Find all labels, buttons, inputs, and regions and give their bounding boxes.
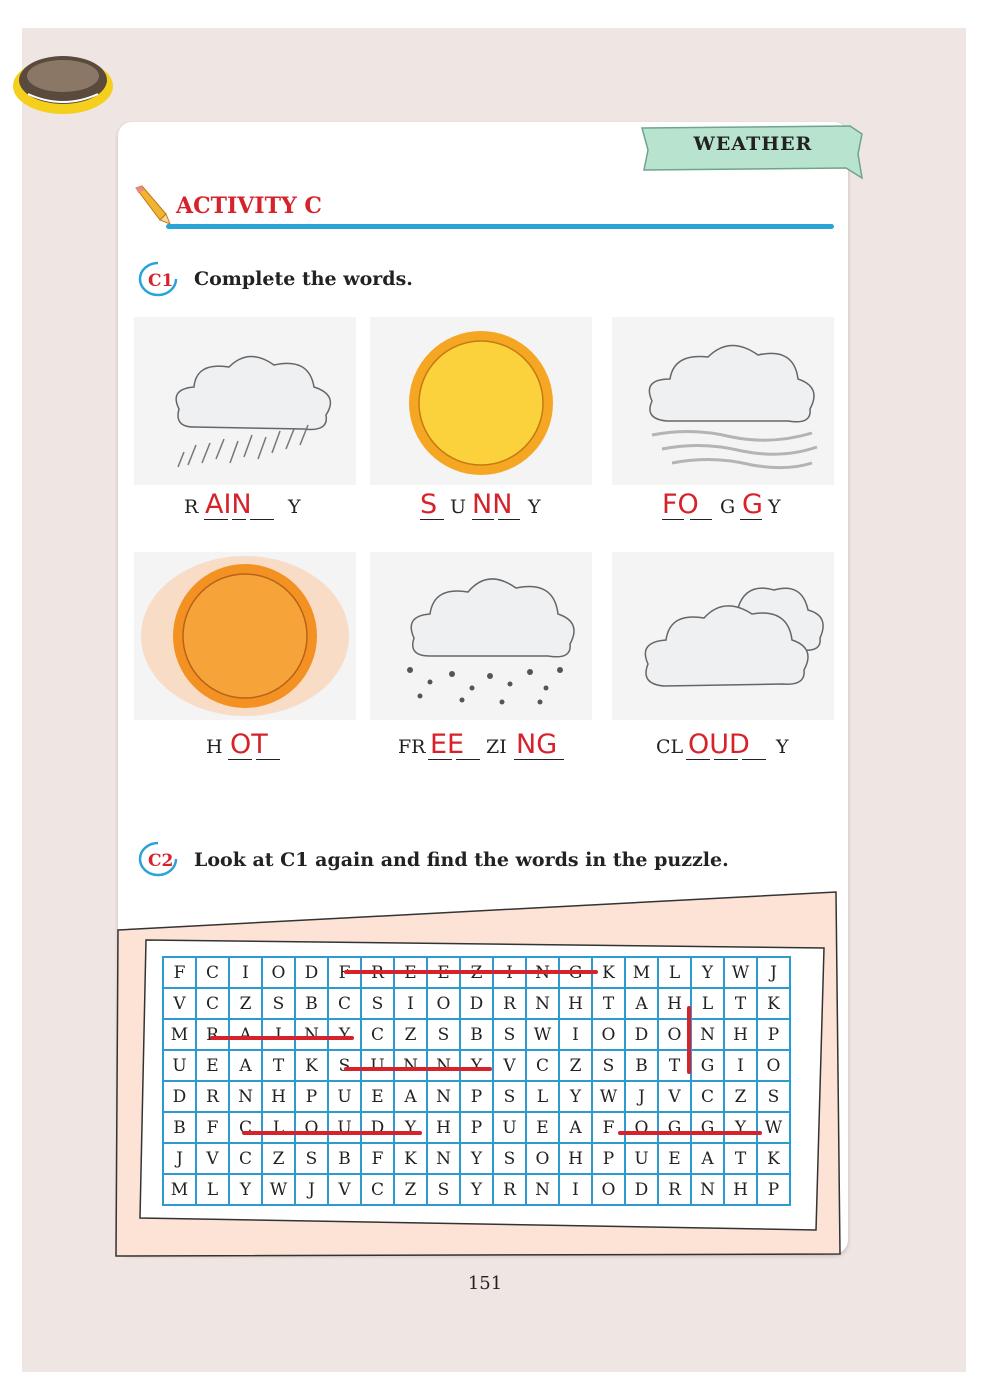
word-prefix: R [184,496,199,518]
puzzle-cell: V [493,1050,526,1081]
puzzle-cell: L [691,988,724,1019]
hot-sun-picture [134,552,356,720]
puzzle-cell: O [592,1019,625,1050]
puzzle-cell: P [295,1081,328,1112]
puzzle-cell: B [328,1143,361,1174]
puzzle-cell: M [163,1019,196,1050]
puzzle-cell: T [658,1050,691,1081]
puzzle-cell: P [757,1174,790,1205]
puzzle-row [163,1019,790,1050]
puzzle-cell: K [592,957,625,988]
puzzle-cell: Z [262,1143,295,1174]
puzzle-cell: E [361,1081,394,1112]
word-hot [206,722,326,762]
puzzle-cell: F [196,1112,229,1143]
puzzle-cell: G [658,1112,691,1143]
puzzle-cell: A [625,988,658,1019]
puzzle-cell: S [493,1081,526,1112]
puzzle-cell: D [361,1112,394,1143]
puzzle-cell: W [592,1081,625,1112]
puzzle-cell: S [328,1050,361,1081]
word-answer-b: NG [516,729,558,760]
puzzle-cell: U [328,1112,361,1143]
puzzle-cell: S [493,1019,526,1050]
c2-badge: C2 [148,851,174,871]
word-answer: OUD [688,729,750,760]
puzzle-cell: U [328,1081,361,1112]
puzzle-cell: O [427,988,460,1019]
puzzle-cell: S [361,988,394,1019]
puzzle-cell: B [460,1019,493,1050]
word-suffix: Y [288,496,301,518]
puzzle-cell: R [493,1174,526,1205]
puzzle-cell: Y [559,1081,592,1112]
puzzle-cell: T [724,1143,757,1174]
word-suffix: Y [768,496,781,518]
puzzle-cell: S [592,1050,625,1081]
word-answer: OT [230,729,268,760]
puzzle-cell: J [295,1174,328,1205]
puzzle-cell: A [394,1081,427,1112]
puzzle-row [163,1081,790,1112]
puzzle-cell: R [493,988,526,1019]
word-mid: G [720,496,736,518]
puzzle-cell: E [427,957,460,988]
word-suffix: Y [776,736,789,758]
puzzle-cell: M [625,957,658,988]
puzzle-cell: O [625,1112,658,1143]
puzzle-cell: I [394,988,427,1019]
word-answer: AIN [205,489,252,520]
puzzle-cell: L [526,1081,559,1112]
word-rainy [184,482,334,522]
puzzle-cell: Z [394,1174,427,1205]
puzzle-cell: H [724,1174,757,1205]
puzzle-cell: Y [394,1112,427,1143]
puzzle-cell: N [691,1174,724,1205]
puzzle-cell: V [658,1081,691,1112]
puzzle-cell: A [559,1112,592,1143]
clouds-icon [612,552,834,720]
puzzle-cell: V [328,1174,361,1205]
puzzle-cell: D [460,988,493,1019]
puzzle-cell: O [295,1112,328,1143]
puzzle-cell: R [196,1081,229,1112]
puzzle-cell: B [625,1050,658,1081]
scanner-logo-icon [10,42,116,116]
puzzle-row [163,1050,790,1081]
puzzle-cell: N [427,1143,460,1174]
puzzle-cell: O [592,1174,625,1205]
word-cloudy [656,722,826,762]
puzzle-cell: O [526,1143,559,1174]
word-prefix: FR [398,736,426,758]
pencil-icon [132,184,172,226]
puzzle-cell: N [427,1081,460,1112]
word-prefix: CL [656,736,684,758]
puzzle-cell: J [757,957,790,988]
puzzle-cell: C [328,988,361,1019]
puzzle-cell: Z [724,1081,757,1112]
word-mid: ZI [486,736,507,758]
puzzle-cell: C [361,1019,394,1050]
puzzle-cell: U [163,1050,196,1081]
puzzle-cell: G [691,1112,724,1143]
puzzle-cell: K [295,1050,328,1081]
puzzle-cell: Y [691,957,724,988]
puzzle-cell: Z [460,957,493,988]
word-freezing [398,722,598,762]
rain-cloud-picture [134,317,356,485]
puzzle-cell: K [757,988,790,1019]
rain-cloud-icon [134,317,356,485]
puzzle-cell: C [196,988,229,1019]
puzzle-cell: G [691,1050,724,1081]
word-prefix: H [206,736,223,758]
puzzle-cell: H [262,1081,295,1112]
puzzle-cell: D [625,1174,658,1205]
puzzle-cell: S [262,988,295,1019]
puzzle-cell: C [196,957,229,988]
puzzle-cell: Z [229,988,262,1019]
puzzle-cell: R [196,1019,229,1050]
puzzle-cell: B [295,988,328,1019]
puzzle-cell: N [526,988,559,1019]
puzzle-cell: S [757,1081,790,1112]
puzzle-cell: N [229,1081,262,1112]
puzzle-cell: V [196,1143,229,1174]
puzzle-cell: U [361,1050,394,1081]
puzzle-cell: S [427,1174,460,1205]
clouds-picture [612,552,834,720]
puzzle-cell: I [559,1174,592,1205]
word-answer-a: S [420,489,438,520]
puzzle-cell: J [163,1143,196,1174]
puzzle-cell: L [262,1112,295,1143]
puzzle-cell: K [757,1143,790,1174]
puzzle-cell: F [592,1112,625,1143]
word-mid: U [450,496,467,518]
puzzle-cell: C [526,1050,559,1081]
puzzle-cell: H [658,988,691,1019]
puzzle-cell: N [427,1050,460,1081]
puzzle-cell: F [361,1143,394,1174]
puzzle-cell: D [163,1081,196,1112]
puzzle-cell: P [757,1019,790,1050]
word-answer-a: FO [662,489,699,520]
section-title: WEATHER [693,133,813,155]
c1-instruction: Complete the words. [194,268,413,290]
puzzle-cell: W [757,1112,790,1143]
puzzle-row [163,1112,790,1143]
puzzle-cell: Y [724,1112,757,1143]
puzzle-cell: T [592,988,625,1019]
word-suffix: Y [528,496,541,518]
puzzle-cell: F [328,957,361,988]
puzzle-row [163,1143,790,1174]
puzzle-cell: P [460,1081,493,1112]
puzzle-cell: P [592,1143,625,1174]
puzzle-row [163,988,790,1019]
puzzle-cell: I [559,1019,592,1050]
puzzle-cell: I [262,1019,295,1050]
word-answer-a: EE [430,729,465,760]
puzzle-cell: G [559,957,592,988]
page-number: 151 [467,1273,503,1294]
puzzle-cell: N [691,1019,724,1050]
puzzle-cell: I [493,957,526,988]
puzzle-cell: Y [229,1174,262,1205]
word-search-grid [162,956,791,1206]
activity-underline [166,224,834,229]
puzzle-cell: A [691,1143,724,1174]
puzzle-cell: E [526,1112,559,1143]
puzzle-cell: W [724,957,757,988]
puzzle-cell: T [724,988,757,1019]
puzzle-cell: S [427,1019,460,1050]
puzzle-cell: O [757,1050,790,1081]
puzzle-cell: C [229,1143,262,1174]
fog-cloud-icon [612,317,834,485]
puzzle-cell: C [691,1081,724,1112]
puzzle-cell: W [262,1174,295,1205]
puzzle-cell: P [460,1112,493,1143]
puzzle-cell: D [295,957,328,988]
puzzle-cell: N [526,1174,559,1205]
puzzle-cell: Y [460,1174,493,1205]
puzzle-cell: O [658,1019,691,1050]
puzzle-cell: J [625,1081,658,1112]
puzzle-cell: M [163,1174,196,1205]
puzzle-cell: U [493,1112,526,1143]
puzzle-cell: E [196,1050,229,1081]
snow-cloud-icon [370,552,592,720]
puzzle-cell: A [229,1019,262,1050]
sun-icon [370,317,592,485]
puzzle-cell: W [526,1019,559,1050]
puzzle-cell: Z [559,1050,592,1081]
puzzle-cell: H [724,1019,757,1050]
puzzle-cell: A [229,1050,262,1081]
puzzle-cell: R [658,1174,691,1205]
puzzle-cell: H [559,1143,592,1174]
puzzle-cell: U [625,1143,658,1174]
c2-instruction: Look at C1 again and find the words in the puzzle. [194,849,729,871]
sun-picture [370,317,592,485]
word-answer-b: G [742,489,763,520]
puzzle-cell: C [361,1174,394,1205]
puzzle-cell: S [493,1143,526,1174]
puzzle-cell: N [394,1050,427,1081]
puzzle-cell: L [658,957,691,988]
puzzle-cell: Z [394,1019,427,1050]
fog-cloud-picture [612,317,834,485]
puzzle-cell: H [427,1112,460,1143]
puzzle-cell: C [229,1112,262,1143]
puzzle-cell: B [163,1112,196,1143]
puzzle-cell: Y [460,1050,493,1081]
puzzle-cell: H [559,988,592,1019]
puzzle-cell: N [295,1019,328,1050]
puzzle-cell: N [526,957,559,988]
puzzle-cell: Y [460,1143,493,1174]
word-foggy [662,482,822,522]
word-answer-b: NN [472,489,513,520]
puzzle-cell: S [295,1143,328,1174]
puzzle-cell: V [163,988,196,1019]
word-sunny [420,482,580,522]
puzzle-cell: T [262,1050,295,1081]
puzzle-cell: E [394,957,427,988]
puzzle-cell: O [262,957,295,988]
puzzle-cell: Y [328,1019,361,1050]
puzzle-cell: L [196,1174,229,1205]
puzzle-cell: I [724,1050,757,1081]
c1-badge: C1 [148,271,174,291]
puzzle-cell: D [625,1019,658,1050]
puzzle-cell: F [163,957,196,988]
puzzle-row [163,1174,790,1205]
puzzle-cell: E [658,1143,691,1174]
puzzle-cell: I [229,957,262,988]
puzzle-cell: K [394,1143,427,1174]
snow-cloud-picture [370,552,592,720]
hot-sun-icon [134,552,356,720]
puzzle-cell: R [361,957,394,988]
puzzle-row [163,957,790,988]
activity-title: ACTIVITY C [176,193,322,219]
